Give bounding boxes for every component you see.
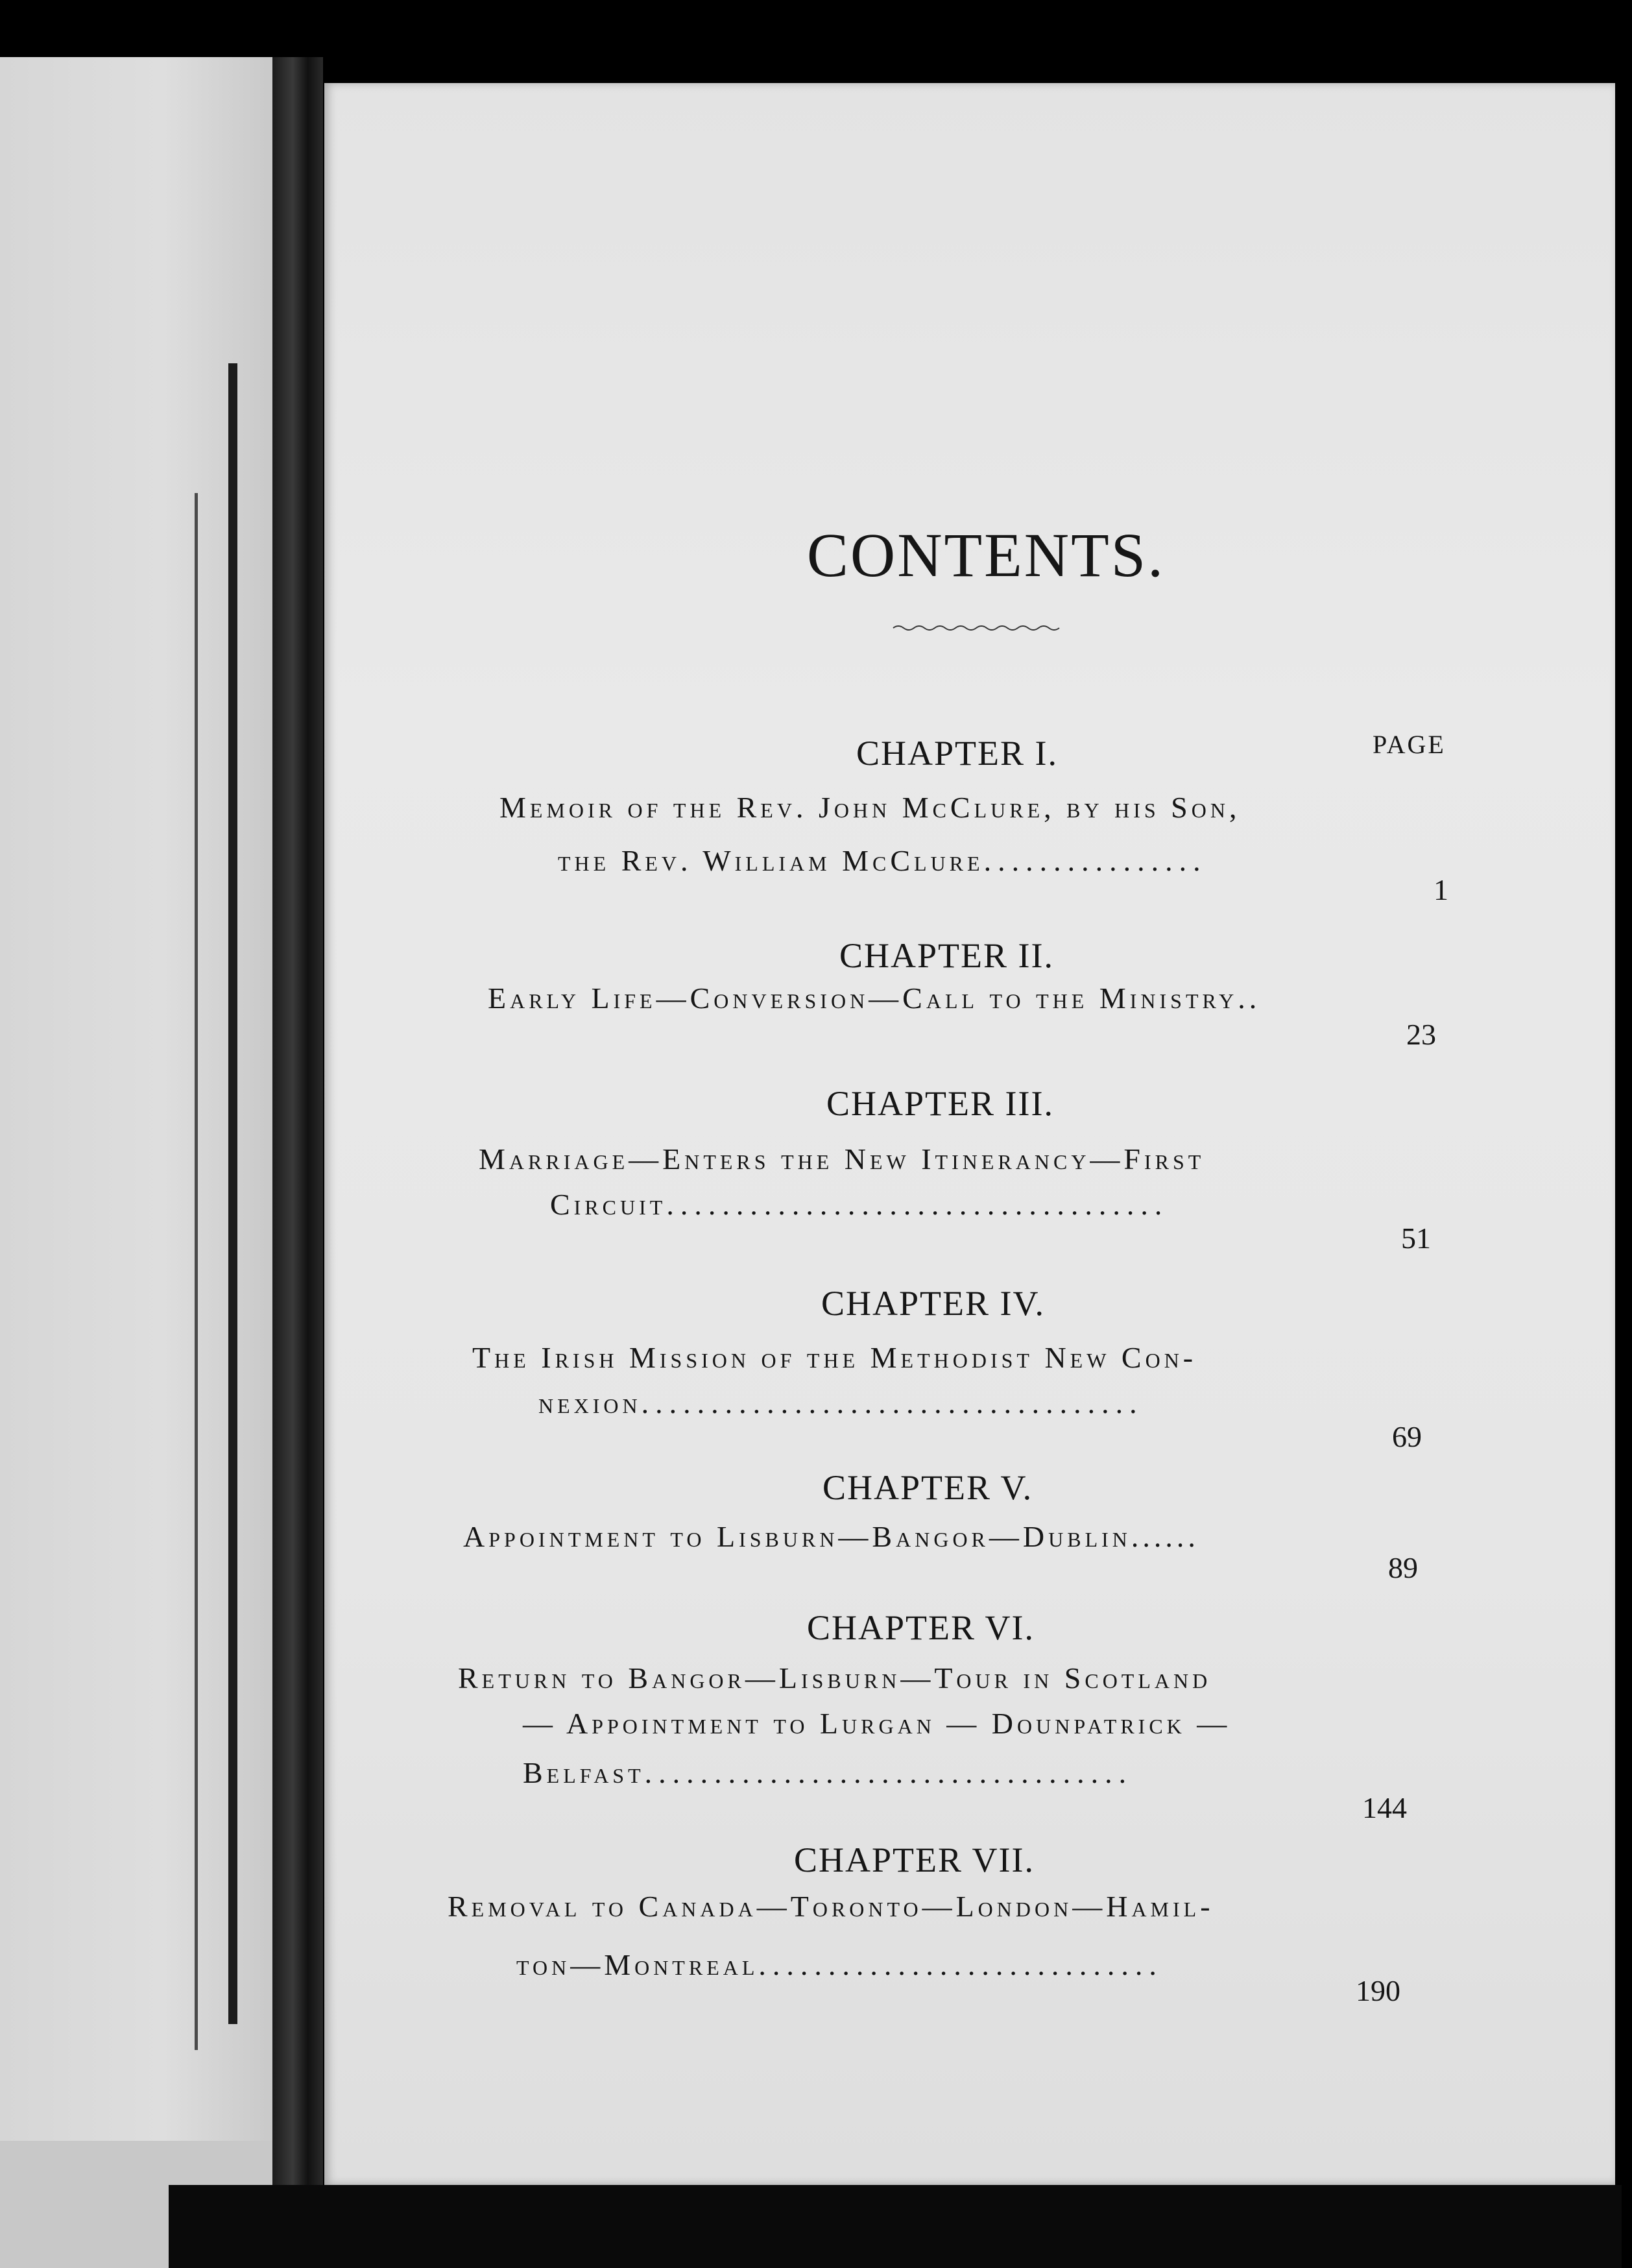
chapter-title-line: nexion.................................... xyxy=(538,1386,1144,1419)
flourish-ornament xyxy=(892,623,1061,632)
dot-leader: .................................... xyxy=(666,1188,1169,1221)
page-column-header: PAGE xyxy=(1373,730,1446,759)
chapter-title-line: Belfast................................... xyxy=(523,1756,1133,1789)
dot-leader: ................................... xyxy=(644,1756,1133,1789)
page-number: 69 xyxy=(1392,1420,1422,1453)
chapter-heading: CHAPTER II. xyxy=(839,936,1054,975)
chapter-title-line: Appointment to Lisburn—Bangor—Dublin...... xyxy=(463,1520,1199,1553)
page-number: 89 xyxy=(1388,1551,1418,1584)
chapter-title-line: Memoir of the Rev. John McClure, by his Son, xyxy=(499,791,1241,824)
chapter-title-line: The Irish Mission of the Methodist New Con- xyxy=(472,1341,1197,1374)
page-number: 144 xyxy=(1362,1791,1407,1824)
chapter-heading: CHAPTER VI. xyxy=(807,1608,1035,1647)
chapter-heading: CHAPTER V. xyxy=(822,1468,1033,1507)
page-edge-line xyxy=(228,363,237,2024)
dot-leader: ................ xyxy=(983,844,1207,877)
chapter-title-line: ton—Montreal............................. xyxy=(516,1948,1163,1981)
chapter-heading: CHAPTER III. xyxy=(826,1084,1054,1123)
chapter-title-line: Removal to Canada—Toronto—London—Hamil- xyxy=(448,1890,1214,1923)
bottom-shadow xyxy=(169,2185,1622,2268)
page-number: 23 xyxy=(1406,1018,1436,1051)
chapter-title-line: the Rev. William McClure................ xyxy=(558,844,1207,877)
chapter-title-line: Circuit.................................... xyxy=(550,1188,1169,1221)
page-number: 1 xyxy=(1434,873,1448,906)
page-title: CONTENTS. xyxy=(806,520,1166,590)
book-gutter xyxy=(272,57,323,2268)
page-number: 51 xyxy=(1401,1222,1431,1255)
dot-leader: .................................... xyxy=(641,1386,1144,1419)
chapter-heading: CHAPTER VII. xyxy=(794,1840,1035,1879)
chapter-heading: CHAPTER IV. xyxy=(821,1284,1046,1323)
chapter-title-line: — Appointment to Lurgan — Dounpatrick — xyxy=(523,1707,1231,1740)
chapter-title-line: Return to Bangor—Lisburn—Tour in Scotland xyxy=(458,1661,1212,1695)
chapter-title-line: Marriage—Enters the New Itinerancy—First xyxy=(479,1142,1205,1176)
dot-leader: ............................. xyxy=(758,1948,1163,1981)
chapter-heading: CHAPTER I. xyxy=(856,734,1059,773)
page-number: 190 xyxy=(1356,1974,1400,2007)
chapter-title-line: Early Life—Conversion—Call to the Ministry.. xyxy=(488,982,1261,1015)
page-edge-shadow xyxy=(195,493,198,2050)
